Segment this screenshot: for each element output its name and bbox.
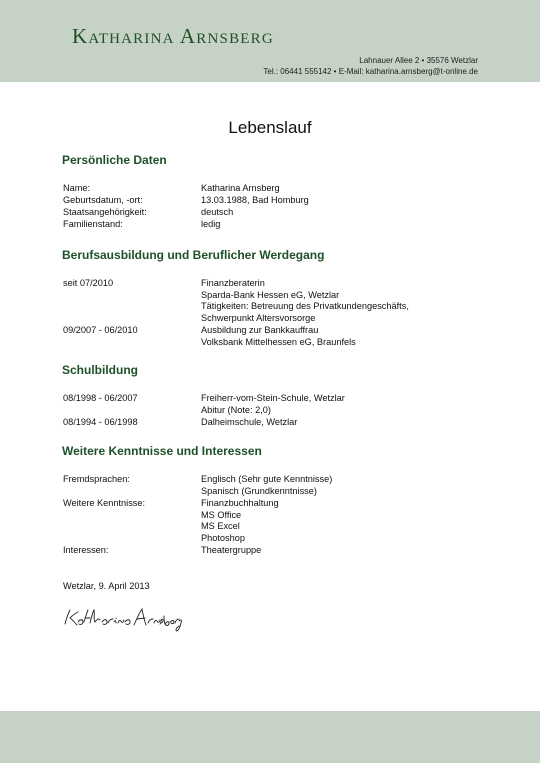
row-label: Familienstand: xyxy=(63,219,123,229)
value-line: Sparda-Bank Hessen eG, Wetzlar xyxy=(201,289,340,300)
value-line: Theatergruppe xyxy=(201,545,262,555)
value-line: Schwerpunkt Altersvorsorge xyxy=(201,312,316,323)
value-line: Finanzberaterin xyxy=(201,278,265,288)
value-line: ledig xyxy=(201,219,221,229)
document-title: Lebenslauf xyxy=(228,118,312,137)
value-line: Photoshop xyxy=(201,532,245,543)
value-line: Finanzbuchhaltung xyxy=(201,498,279,508)
section-title-career: Berufsausbildung und Beruflicher Werdegang xyxy=(62,248,325,262)
row-value xyxy=(201,183,280,195)
applicant-name: Katharina Arnsberg xyxy=(72,24,274,48)
value-line: Tätigkeiten: Betreuung des Privatkundengeschäfts, xyxy=(201,301,409,311)
row-value xyxy=(201,325,356,348)
row-value xyxy=(201,195,309,207)
row-value xyxy=(201,393,345,416)
row-label: seit 07/2010 xyxy=(63,278,114,288)
row-label: 09/2007 - 06/2010 xyxy=(63,325,138,335)
header-band xyxy=(0,0,540,82)
row-value xyxy=(201,219,220,231)
value-line: MS Excel xyxy=(201,521,240,531)
value-line: MS Office xyxy=(201,509,242,520)
row-value xyxy=(201,278,409,324)
row-label: 08/1994 - 06/1998 xyxy=(63,417,138,427)
row-label: Geburtsdatum, -ort: xyxy=(63,195,143,205)
value-line: Volksbank Mittelhessen eG, Braunfels xyxy=(201,336,356,347)
row-label: Name: xyxy=(63,183,91,193)
row-value xyxy=(201,417,297,429)
value-line: Freiherr-vom-Stein-Schule, Wetzlar xyxy=(201,393,345,403)
row-label: Staatsangehörigkeit: xyxy=(63,207,147,217)
value-line: 13.03.1988, Bad Homburg xyxy=(201,195,309,205)
row-value xyxy=(201,474,332,497)
address-line: Lahnauer Allee 2 • 35576 Wetzlar xyxy=(359,56,478,65)
section-title-skills: Weitere Kenntnisse und Interessen xyxy=(62,444,262,458)
section-title-school: Schulbildung xyxy=(62,363,138,377)
contact-line: Tel.: 06441 555142 • E-Mail: katharina.arnsberg@t-online.de xyxy=(263,67,478,76)
value-line: Spanisch (Grundkenntnisse) xyxy=(201,485,317,496)
value-line: Ausbildung zur Bankkauffrau xyxy=(201,325,319,335)
row-value xyxy=(201,498,279,544)
signature-graphic xyxy=(62,606,182,632)
value-line: Englisch (Sehr gute Kenntnisse) xyxy=(201,474,333,484)
row-label: Fremdsprachen: xyxy=(63,474,130,484)
row-label: Interessen: xyxy=(63,545,109,555)
row-label: Weitere Kenntnisse: xyxy=(63,498,146,508)
signature xyxy=(62,606,182,637)
value-line: Dalheimschule, Wetzlar xyxy=(201,417,298,427)
footer-band xyxy=(0,711,540,763)
row-label: 08/1998 - 06/2007 xyxy=(63,393,138,403)
row-value xyxy=(201,545,261,557)
row-value xyxy=(201,207,233,219)
value-line: deutsch xyxy=(201,207,234,217)
section-title-personal: Persönliche Daten xyxy=(62,153,167,167)
value-line: Katharina Arnsberg xyxy=(201,183,280,193)
value-line: Abitur (Note: 2,0) xyxy=(201,404,271,415)
place-and-date: Wetzlar, 9. April 2013 xyxy=(63,581,150,591)
